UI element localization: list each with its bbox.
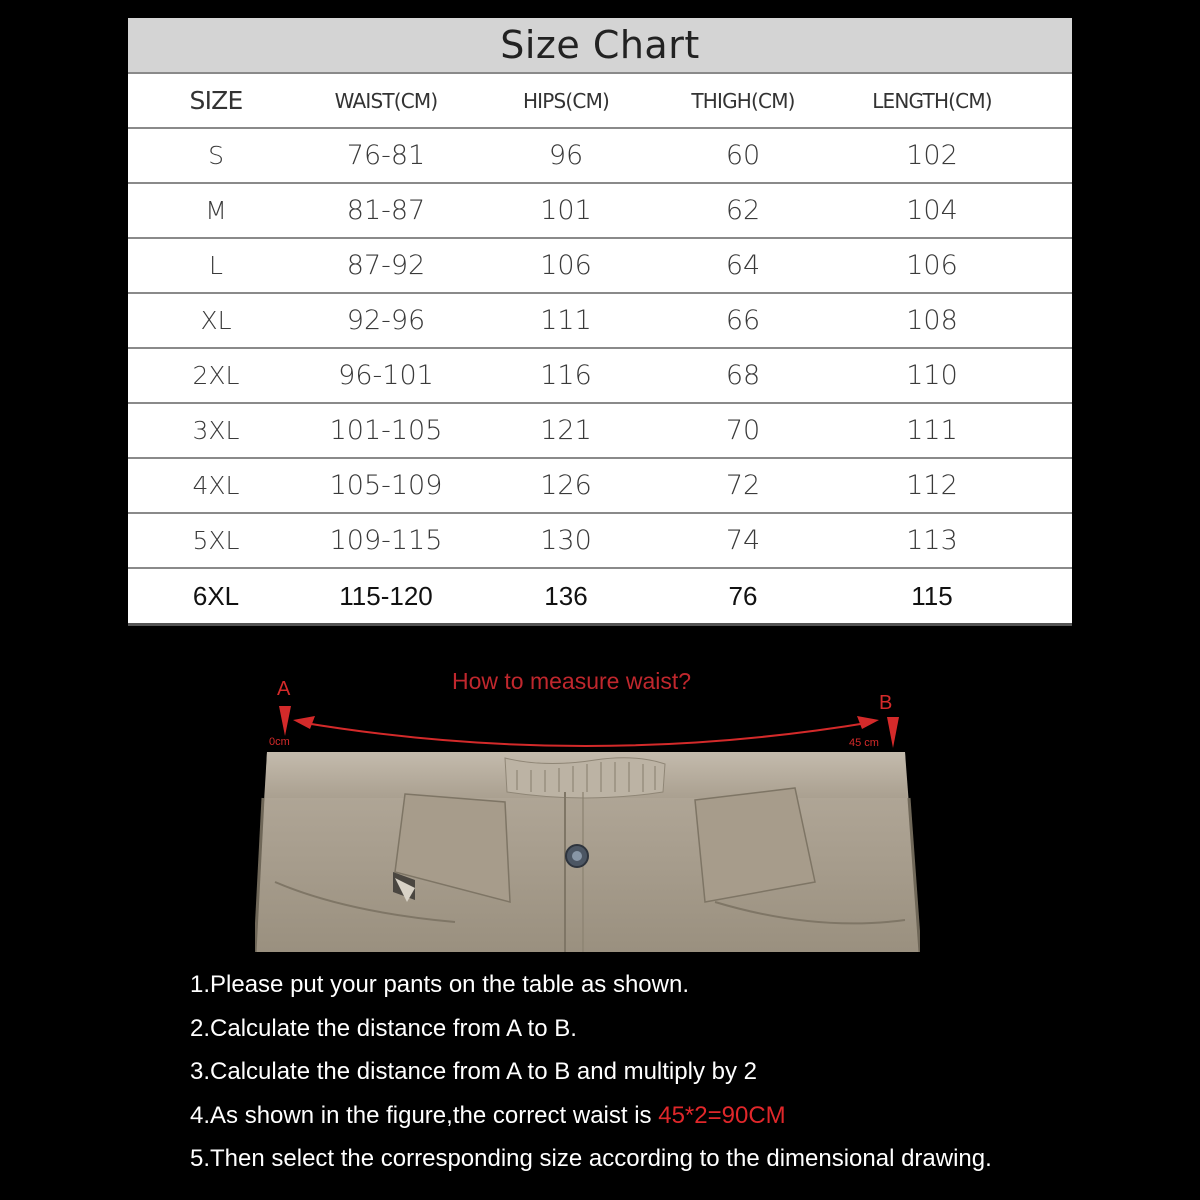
waist-cell: 87-92 xyxy=(346,250,426,281)
length-cell: 106 xyxy=(906,250,958,281)
instruction-step-4 xyxy=(190,1094,1190,1138)
instruction-step-4-text: 4.As shown in the figure,the correct waist is xyxy=(190,1101,659,1129)
waist-measure-illustration xyxy=(255,662,925,954)
measure-arrow-icon xyxy=(255,662,925,757)
hips-cell: 116 xyxy=(540,360,592,391)
length-cell: 102 xyxy=(906,140,958,171)
table-row xyxy=(128,184,1072,239)
thigh-cell: 60 xyxy=(725,140,761,171)
point-b-label: B xyxy=(879,692,893,714)
column-header-length: LENGTH(CM) xyxy=(872,88,992,113)
start-tick-label: 0cm xyxy=(269,736,290,748)
table-row xyxy=(128,404,1072,459)
table-row xyxy=(128,129,1072,184)
column-header-size: SIZE xyxy=(189,86,243,115)
length-cell: 115 xyxy=(911,580,953,611)
measure-title: How to measure waist? xyxy=(452,668,692,694)
length-cell: 111 xyxy=(906,415,958,446)
column-header-thigh: THIGH(CM) xyxy=(691,88,795,113)
point-a-label: A xyxy=(277,678,291,700)
length-cell: 113 xyxy=(906,525,958,556)
length-cell: 108 xyxy=(906,305,958,336)
instruction-step-5: 5.Then select the corresponding size according to the dimensional drawing. xyxy=(190,1145,992,1172)
hips-cell: 136 xyxy=(544,580,588,611)
waist-cell: 109-115 xyxy=(329,525,443,556)
size-cell: L xyxy=(209,251,223,280)
hips-cell: 126 xyxy=(540,470,592,501)
table-row xyxy=(128,294,1072,349)
column-header-waist: WAIST(CM) xyxy=(334,88,438,113)
waist-cell: 105-109 xyxy=(329,470,443,501)
size-cell: S xyxy=(208,141,224,170)
thigh-cell: 72 xyxy=(725,470,761,501)
table-row xyxy=(128,514,1072,569)
hips-cell: 96 xyxy=(548,140,584,171)
size-cell: 2XL xyxy=(192,361,240,390)
thigh-cell: 62 xyxy=(725,195,761,226)
size-cell: 6XL xyxy=(192,580,240,611)
waist-cell: 81-87 xyxy=(346,195,426,226)
instruction-step-1: 1.Please put your pants on the table as shown. xyxy=(190,971,689,998)
thigh-cell: 76 xyxy=(728,580,758,611)
thigh-cell: 66 xyxy=(725,305,761,336)
table-header-row xyxy=(128,74,1072,129)
waist-cell: 76-81 xyxy=(346,140,426,171)
thigh-cell: 70 xyxy=(725,415,761,446)
hips-cell: 101 xyxy=(540,195,592,226)
thigh-cell: 64 xyxy=(725,250,761,281)
waist-cell: 101-105 xyxy=(329,415,443,446)
thigh-cell: 74 xyxy=(725,525,761,556)
size-cell: 4XL xyxy=(192,471,240,500)
size-cell: 3XL xyxy=(192,416,240,445)
size-chart-title: Size Chart xyxy=(128,18,1072,74)
hips-cell: 130 xyxy=(540,525,592,556)
length-cell: 110 xyxy=(906,360,958,391)
size-cell: M xyxy=(205,196,227,225)
measure-instructions xyxy=(190,963,1190,1181)
instruction-step-2: 2.Calculate the distance from A to B. xyxy=(190,1014,577,1042)
waist-calculation-highlight: 45*2=90CM xyxy=(658,1101,786,1129)
size-cell: XL xyxy=(200,306,232,335)
waist-cell: 96-101 xyxy=(338,360,434,391)
size-chart-table xyxy=(128,18,1072,626)
table-row xyxy=(128,459,1072,514)
waist-cell: 115-120 xyxy=(339,580,433,611)
table-row xyxy=(128,569,1072,626)
pants-photo xyxy=(255,752,920,952)
length-cell: 104 xyxy=(906,195,958,226)
hips-cell: 121 xyxy=(540,415,592,446)
table-row xyxy=(128,349,1072,404)
table-row xyxy=(128,239,1072,294)
column-header-hips: HIPS(CM) xyxy=(522,88,610,113)
size-cell: 5XL xyxy=(192,526,240,555)
waist-cell: 92-96 xyxy=(346,305,426,336)
hips-cell: 106 xyxy=(540,250,592,281)
length-cell: 112 xyxy=(906,470,958,501)
thigh-cell: 68 xyxy=(725,360,761,391)
instruction-step-3: 3.Calculate the distance from A to B and multiply by 2 xyxy=(190,1058,757,1085)
end-tick-label: 45 cm xyxy=(849,737,879,749)
hips-cell: 111 xyxy=(540,305,592,336)
